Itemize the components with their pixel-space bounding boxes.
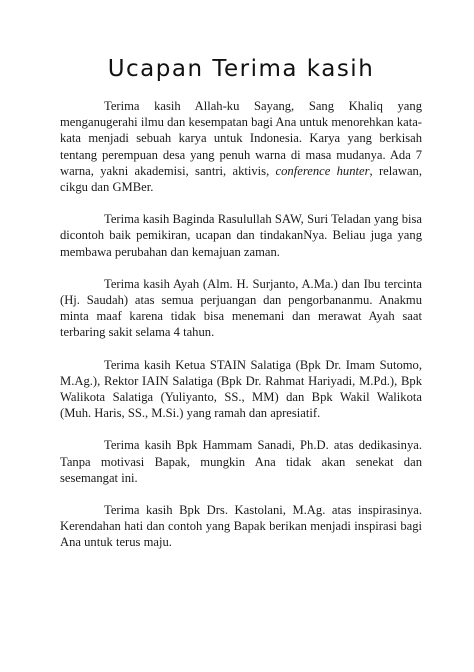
paragraph-rasulullah: Terima kasih Baginda Rasulullah SAW, Suri Teladan yang bisa dicontoh baik pemikiran, ucapan dan tindakanNya. Beliau juga yang membawa perubahan dan kemajuan zaman.: [60, 212, 422, 259]
page-title: Ucapan Terima kasih: [107, 56, 375, 82]
paragraph-hammam: Terima kasih Bpk Hammam Sanadi, Ph.D. atas dedikasinya. Tanpa motivasi Bapak, mungkin Ana tidak akan senekat dan sesemangat ini.: [60, 438, 422, 485]
paragraph-parents: Terima kasih Ayah (Alm. H. Surjanto, A.Ma.) dan Ibu tercinta (Hj. Saudah) atas semua perjuangan dan pengorbananmu. Anakmu minta maaf karena tidak bisa menemani dan merawat Ayah saat terbaring sakit selama 4 tahun.: [60, 276, 422, 340]
paragraph-kastolani: Terima kasih Bpk Drs. Kastolani, M.Ag. atas inspirasinya. Kerendahan hati dan contoh yang Bapak berikan menjadi inspirasi bagi Ana untuk terus maju.: [60, 503, 422, 550]
paragraph-text: Terima kasih Allah-ku Sayang, Sang Khaliq yang menganugerahi ilmu dan kesempatan bagi Ana untuk menorehkan kata-kata menjadi sebuah karya untuk Indonesia. Karya yang berkisah tentang perempuan desa yang penuh warna di masa mudanya. Ada 7 warna, yakni akademisi, santri, aktivis,: [60, 99, 422, 178]
paragraph-allah: [60, 98, 422, 195]
paragraph-officials: Terima kasih Ketua STAIN Salatiga (Bpk Dr. Imam Sutomo, M.Ag.), Rektor IAIN Salatiga (Bpk Dr. Rahmat Hariyadi, M.Pd.), Bpk Walikota Salatiga (Yuliyanto, SS., MM) dan Bpk Wakil Walikota (Muh. Haris, SS., M.Si.) yang ramah dan apresiatif.: [60, 357, 422, 421]
emphasis-text: conference hunter: [275, 163, 370, 178]
paragraph-text: , relawan, cikgu dan GMBer.: [60, 163, 422, 195]
